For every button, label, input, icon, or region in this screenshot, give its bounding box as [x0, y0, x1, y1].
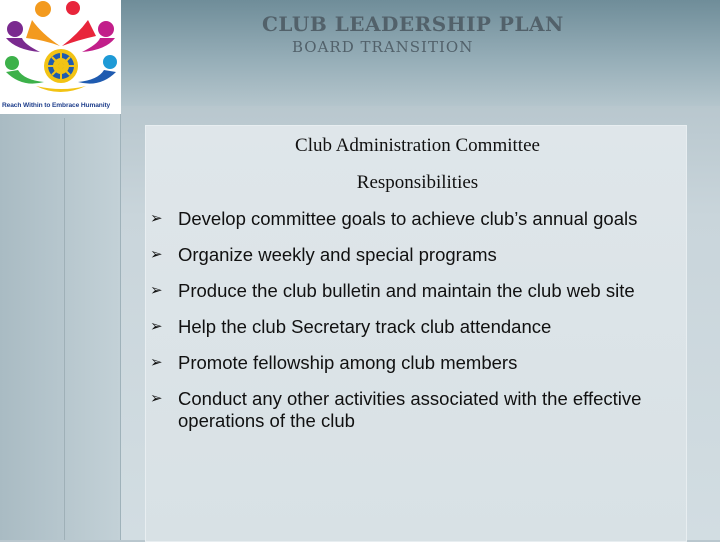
committee-heading: Club Administration Committee — [295, 135, 540, 156]
rotary-wheel-icon — [44, 49, 78, 83]
list-item-text: Conduct any other activities associated with the effective operations of the club — [178, 388, 642, 431]
figure-arm-orange — [26, 20, 60, 46]
list-item — [150, 352, 690, 374]
figure-arm-green — [6, 70, 44, 84]
figure-head-orange — [35, 1, 51, 17]
figure-head-red — [66, 1, 80, 15]
list-item-text: Help the club Secretary track club attendance — [178, 316, 552, 337]
strip-divider — [64, 118, 65, 540]
list-item — [150, 244, 690, 266]
arrow-bullet-icon: ➢ — [150, 390, 163, 407]
list-item-text: Organize weekly and special programs — [178, 244, 497, 265]
arrow-bullet-icon: ➢ — [150, 318, 163, 335]
figure-arm-yellow — [36, 86, 86, 92]
figure-arm-purple — [6, 38, 40, 52]
list-item — [150, 208, 690, 230]
page-title: CLUB LEADERSHIP PLAN — [262, 12, 564, 36]
rotary-logo — [0, 0, 121, 114]
arrow-bullet-icon: ➢ — [150, 246, 163, 263]
figure-head-green — [5, 56, 19, 70]
figure-head-blue — [103, 55, 117, 69]
arrow-bullet-icon: ➢ — [150, 210, 163, 227]
figure-arm-magenta — [82, 38, 115, 52]
list-item-text: Develop committee goals to achieve club’s annual goals — [178, 208, 638, 229]
responsibilities-list — [150, 208, 690, 446]
figure-head-magenta — [98, 21, 114, 37]
list-item-text: Produce the club bulletin and maintain the club web site — [178, 280, 635, 301]
arrow-bullet-icon: ➢ — [150, 282, 163, 299]
figure-arm-red — [62, 20, 96, 46]
logo-tagline: Reach Within to Embrace Humanity — [2, 102, 111, 109]
list-item — [150, 388, 690, 432]
list-item — [150, 280, 690, 302]
list-item — [150, 316, 690, 338]
figure-arm-blue — [78, 70, 116, 84]
page-subtitle: BOARD TRANSITION — [292, 38, 474, 56]
humanity-emblem-icon — [2, 0, 120, 102]
responsibilities-heading: Responsibilities — [356, 172, 479, 193]
list-item-text: Promote fellowship among club members — [178, 352, 518, 373]
figure-head-purple — [7, 21, 23, 37]
arrow-bullet-icon: ➢ — [150, 354, 163, 371]
